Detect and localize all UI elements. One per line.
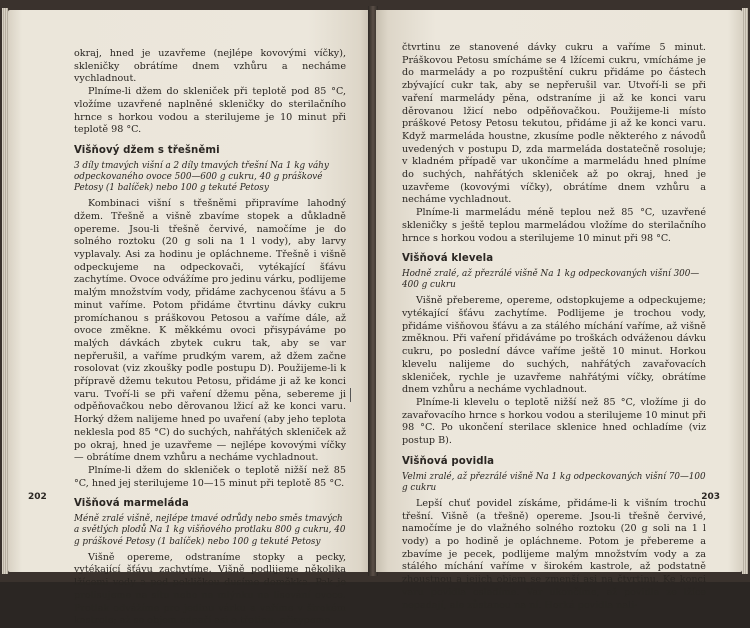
right-para-2: Plníme-li marmeládu méně teplou než 85 °C, uzavřené skleničky s ještě teplou marmeládou vložíme do sterilačního hrnce s horkou vodou a sterilujeme 10 minut při 98 °C. [402,207,706,244]
left-para-2: Plníme-li džem do skleniček při teplotě pod 85 °C, vložíme uzavřené naplněné skleničky do sterilačního hrnce s horkou vodou a sterilujeme je 10 minut při teplotě 98 °C. [74,86,346,136]
right-page-edges [742,8,748,574]
left-page-text [74,48,346,628]
recipe-visnova-klevela-para-1: Višně přebereme, opereme, odstopkujeme a odpeckujeme; vytékající šťávu zachytíme. Podlijeme je trochou vody, přidáme višňovou šťávu a za stálého míchání vaříme, až višně změknou. Při vaření přidáváme po troškách odváženou dávku cukru, po poslední dávce vaříme ještě 10 minut. Horkou klevelu nalijeme do suchých, nahřátých zavařovacích skleniček, rychle je uzavřeme nahřátými víčky, obrátíme dnem vzhůru a necháme vychladnout. [402,295,706,396]
left-page [8,10,370,627]
right-page [376,10,742,611]
recipe-visnova-klevela-para-2: Plníme-li klevelu o teplotě nižší než 85 °C, vložíme ji do zavařovacího hrnce s horkou vodou a sterilujeme 10 minut při 98 °C. Po ukončení sterilace sklenice hned ochladíme (viz postup B). [402,396,706,447]
heading-visnova-povidla: Višňová povidla [402,455,495,467]
page-number-right: 203 [701,492,720,502]
left-para-1: okraj, hned je uzavřeme (nejlépe kovovými víčky), skleničky obrátíme dnem vzhůru a necháme vychladnout. [74,48,346,85]
margin-mark [350,388,351,402]
ingredients-visnova-marmelada: Méně zralé višně, nejlépe tmavé odrůdy nebo směs tmavých a světlých plodů Na 1 kg višňového protlaku 800 g cukru, 40 g práškové Petosy (1 balíček) nebo 100 g tekuté Petosy [74,514,346,547]
heading-visnovy-dzem: Višňový džem s třešněmi [74,144,220,156]
ingredients-visnova-klevela: Hodně zralé, až přezrálé višně Na 1 kg odpeckovaných višní 300—400 g cukru [402,268,700,291]
ingredients-visnovy-dzem: 3 díly tmavých višní a 2 díly tmavých třešní Na 1 kg váhy odpeckovaného ovoce 500—600 g cukru, 40 g práškové Petosy (1 balíček) nebo 100 g tekuté Petosy [74,160,329,194]
heading-visnova-klevela: Višňová klevela [402,253,494,265]
right-page-text [402,42,706,612]
heading-visnova-marmelada: Višňová marmeláda [74,498,189,510]
recipe-visnova-povidla-para-1: Lepší chuť povidel získáme, přidáme-li k višním trochu třešní. Višně (a třešně) opereme. Jsou-li třešně červivé, namočíme je do vlažného solného roztoku (20 g soli na 1 l vody) a po hodině je opláchneme. Potom je přebereme a zbavíme je pecek, podlijeme malým množstvím vody a za stálého míchání vaříme v širokém kastrole, až podstatně zhoustnou a jejich objem se zmenší asi na čtvrtinu. Ke konci varu povidla osladíme. Var ukončíme, až povidla ze lžíce nepadají, ale zůstanou na ní. Horká povidla nali- [402,497,706,611]
recipe-visnovy-dzem-para-1: Kombinaci višní s třešněmi připravíme lahodný džem. Třešně a višně zbavíme stopek a důkladně opereme. Jsou-li třešně červivé, namočíme je do solného roztoku (20 g soli na 1 l vody), aby larvy vyplavaly. Asi za hodinu je opláchneme. Třešně i višně odpeckujeme na odpeckovači, vytékající šťávu zachytíme. Ovoce odvážíme pro jedinu várku, podlijeme malým množstvím vody, přidáme zachycenou šťávu a 5 minut vaříme. Potom přidáme čtvrtinu dávky cukru promíchanou s práškovou Petosou a vaříme dále, až ovoce změkne. K měkkému ovoci přisypáváme po malých dávkách zbytek cukru tak, aby se var nepřerušil, a vaříme prudkým varem, až džem začne rosolovat (viz zkoušky podle postupu D). Použijeme-li k přípravě džemu tekutou Petosu, přidáme ji až ke konci varu. Tvoří-li se při vaření džemu pěna, sebereme ji odpěňovačkou nebo děrovanou lžicí až ke konci varu. Horký džem nalijeme hned po uvaření (aby jeho teplota neklesla pod 85 °C) do suchých, nahřátých skleniček až po okraj, hned je uzavřeme — nejlépe kovovými víčky — obrátíme dnem vzhůru a necháme vychladnout. [74,198,346,464]
right-para-1: čtvrtinu ze stanovené dávky cukru a vaříme 5 minut. Práškovou Petosu smícháme se 4 lžícemi cukru, vmícháme je do marmelády a po rozpuštění cukru přidáme po částech zbývající cukr tak, aby se nepřerušil var. Utvoří-li se při vaření marmelády pěna, odstraníme ji až ke konci varu děrovanou lžicí nebo odpěňovačkou. Použijeme-li místo práškové Petosy Petosu tekutou, přidáme ji až ke konci varu. Když marmeláda houstne, zkusíme podle některého z návodů uvedených v postupu D, zda marmeláda dostatečně rosoluje; v kladném případě var ukončíme a marmeládu hned plníme do suchých, nahřátých skleniček až po okraj, hned je uzavřeme (kovovými víčky), obrátíme dnem vzhůru a necháme vychladnout. [402,42,706,206]
recipe-visnova-marmelada-para-1: Višně opereme, odstraníme stopky a pecky, vytékající šťávu zachytíme. Višně podlijeme několika lžícemi vody a pod pokličkou dusíme doměkka. Pak je prolisujeme na sítu nebo na mlýnku na lisování ovoce. Protlak odvážíme pro jedinu várku a vaříme v širokém kastrole; až se objem odpaří asi o třetinu, přisypeme [74,551,346,627]
ingredients-visnova-povidla: Velmi zralé, až přezrálé višně Na 1 kg odpeckovaných višní 70—100 g cukru [402,471,706,493]
recipe-visnovy-dzem-para-2: Plníme-li džem do skleniček o teplotě nižší než 85 °C, hned jej sterilujeme 10—15 minut při teplotě 85 °C. [74,465,346,489]
page-number-left: 202 [28,492,47,502]
